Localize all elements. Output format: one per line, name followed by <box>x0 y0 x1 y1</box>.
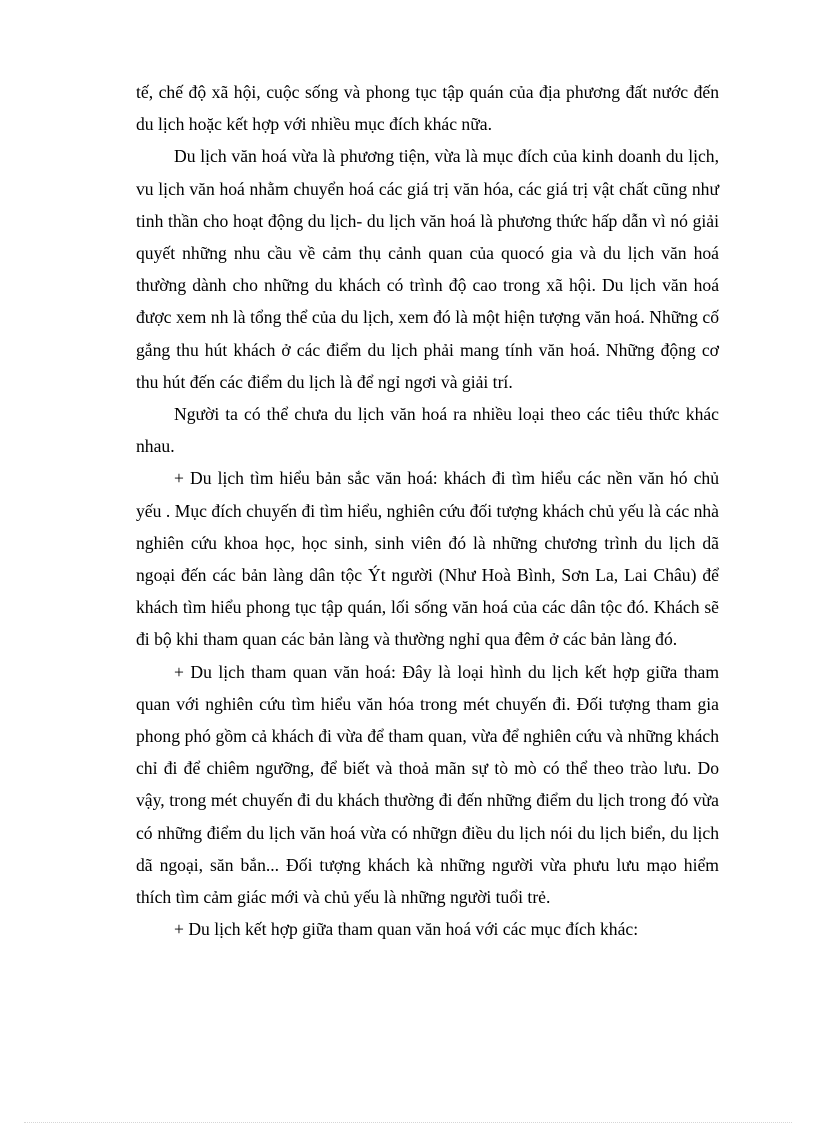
paragraph-cultural-tourism-definition: Du lịch văn hoá vừa là phương tiện, vừa là mục đích của kinh doanh du lịch, vu lịch văn hoá nhằm chuyển hoá các giá trị văn hóa, các giá trị vật chất cũng như tinh thần cho hoạt động du lịch- du lịch văn hoá là phương thức hấp dẫn vì nó giải quyết những nhu cầu về cảm thụ cảnh quan của quocó gia và du lịch văn hoá thường dành cho những du khách có trình độ cao trong xã hội. Du lịch văn hoá được xem nh là tổng thể của du lịch, xem đó là một hiện tượng văn hoá. Những cố gắng thu hút khách ở các điểm du lịch phải mang tính văn hoá. Những động cơ thu hút đến các điểm du lịch là để ngỉ ngơi và giải trí. <box>136 146 719 392</box>
paragraph-continuation: tế, chế độ xã hội, cuộc sống và phong tục tập quán của địa phương đất nước đến du lịch hoặc kết hợp với nhiều mục đích khác nữa. <box>136 82 719 135</box>
paragraph-sightseeing-tourism: + Du lịch tham quan văn hoá: Đây là loại hình du lịch kết hợp giữa tham quan với nghiên cứu tìm hiểu văn hóa trong mét chuyến đi. Đối tượng tham gia phong phó gồm cả khách đi vừa để tham quan, vừa để nghiên cứu và những khách chỉ đi để chiêm ngưỡng, để biết và thoả mãn sự tò mò có thể theo trào lưu. Do vậy, trong mét chuyến đi du khách thường đi đến những điểm du lịch trong đó vừa có những điểm du lịch văn hoá vừa có nhữgn điều du lịch nói du lịch biển, du lịch dã ngoại, săn bắn... Đối tượng khách kà những người vừa phưu lưu mạo hiểm thích tìm cảm giác mới và chủ yếu là những người tuổi trẻ. <box>136 661 719 908</box>
paragraph-identity-tourism: + Du lịch tìm hiểu bản sắc văn hoá: khách đi tìm hiểu các nền văn hó chủ yếu . Mục đích chuyến đi tìm hiểu, nghiên cứu đối tượng khách chủ yếu là các nhà nghiên cứu khoa học, học sinh, sinh viên đó là những chương trình du lịch dã ngoại đến các bản làng dân tộc Ýt người (Như Hoà Bình, Sơn La, Lai Châu) để khách tìm hiểu phong tục tập quán, lối sống văn hoá của các dân tộc đó. Khách sẽ đi bộ khi tham quan các bản làng và thường nghỉ qua đêm ở các bản làng đó. <box>136 468 719 650</box>
document-body <box>136 76 719 945</box>
paragraph-combined-tourism: + Du lịch kết hợp giữa tham quan văn hoá với các mục đích khác: <box>174 919 639 940</box>
paragraph-classification-intro: Người ta có thể chưa du lịch văn hoá ra nhiều loại theo các tiêu thức khác nhau. <box>136 404 719 457</box>
